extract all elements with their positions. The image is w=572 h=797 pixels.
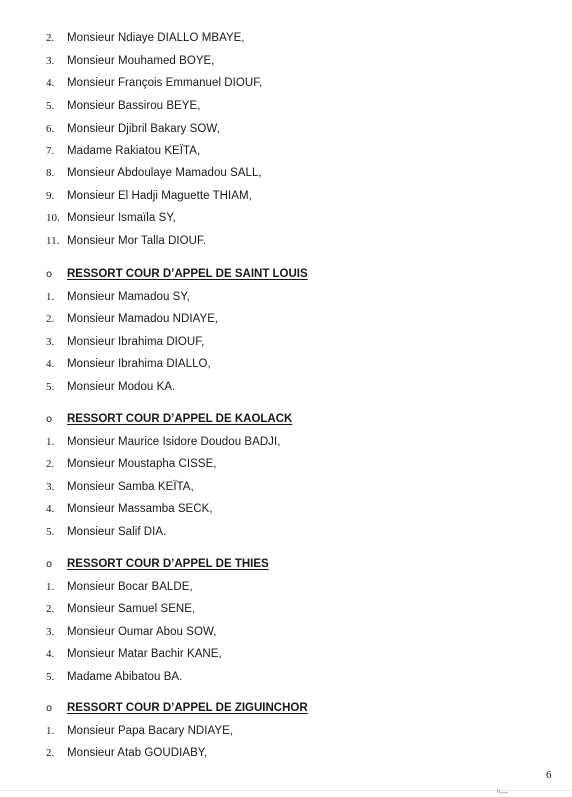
item-number: 1. <box>46 581 55 593</box>
bullet-icon: o <box>46 703 53 714</box>
list-item <box>46 523 166 541</box>
list-item <box>46 29 245 47</box>
page-number: 6 <box>546 769 552 781</box>
list-item <box>46 668 182 686</box>
list-item <box>46 744 207 762</box>
person-name: Monsieur Samba KEÏTA, <box>67 481 194 493</box>
list-item <box>46 433 280 451</box>
item-number: 2. <box>46 603 55 615</box>
list-item <box>46 600 195 618</box>
person-name: Monsieur Mamadou SY, <box>67 291 190 303</box>
person-name: Madame Abibatou BA. <box>67 671 183 683</box>
item-number: 3. <box>46 481 55 493</box>
item-number: 3. <box>46 55 55 67</box>
item-number: 1. <box>46 725 55 737</box>
person-name: Monsieur Ibrahima DIOUF, <box>67 336 205 348</box>
section-heading <box>46 410 292 428</box>
list-item <box>46 97 200 115</box>
person-name: Monsieur Maurice Isidore Doudou BADJI, <box>67 436 281 448</box>
item-number: 9. <box>46 190 55 202</box>
section-title: RESSORT COUR D’APPEL DE KAOLACK <box>67 413 293 425</box>
list-item <box>46 120 220 138</box>
list-item <box>46 52 215 70</box>
section-title: RESSORT COUR D’APPEL DE SAINT LOUIS <box>67 268 308 280</box>
list-item <box>46 378 175 396</box>
item-number: 7. <box>46 145 55 157</box>
item-number: 10. <box>46 212 60 224</box>
person-name: Monsieur Matar Bachir KANE, <box>67 648 222 660</box>
person-name: Monsieur Djibril Bakary SOW, <box>67 123 220 135</box>
item-number: 5. <box>46 381 55 393</box>
list-item <box>46 164 262 182</box>
person-name: Monsieur Bassirou BEYE, <box>67 100 201 112</box>
item-number: 2. <box>46 32 55 44</box>
list-item <box>46 288 190 306</box>
item-number: 5. <box>46 100 55 112</box>
item-number: 4. <box>46 358 55 370</box>
bullet-icon: o <box>46 269 53 280</box>
item-number: 4. <box>46 503 55 515</box>
list-item <box>46 232 206 250</box>
person-name: Monsieur Salif DIA. <box>67 526 167 538</box>
list-item <box>46 142 200 160</box>
person-name: Madame Rakiatou KEÏTA, <box>67 145 201 157</box>
person-name: Monsieur Papa Bacary NDIAYE, <box>67 725 234 737</box>
item-number: 3. <box>46 336 55 348</box>
section-title: RESSORT COUR D’APPEL DE ZIGUINCHOR <box>67 702 308 714</box>
list-item <box>46 623 216 641</box>
list-item <box>46 310 218 328</box>
scan-edge-divider <box>0 790 572 791</box>
person-name: Monsieur Moustapha CISSE, <box>67 458 217 470</box>
list-item <box>46 578 193 596</box>
list-item <box>46 455 217 473</box>
item-number: 3. <box>46 626 55 638</box>
person-name: Monsieur Mor Talla DIOUF. <box>67 235 207 247</box>
person-name: Monsieur Modou KA. <box>67 381 176 393</box>
section-title: RESSORT COUR D’APPEL DE THIES <box>67 558 269 570</box>
item-number: 4. <box>46 648 55 660</box>
item-number: 6. <box>46 123 55 135</box>
person-name: Monsieur El Hadji Maguette THIAM, <box>67 190 252 202</box>
list-item <box>46 187 252 205</box>
person-name: Monsieur François Emmanuel DIOUF, <box>67 77 263 89</box>
person-name: Monsieur Mamadou NDIAYE, <box>67 313 219 325</box>
item-number: 5. <box>46 526 55 538</box>
person-name: Monsieur Bocar BALDE, <box>67 581 193 593</box>
list-item <box>46 333 204 351</box>
person-name: Monsieur Ibrahima DIALLO, <box>67 358 211 370</box>
person-name: Monsieur Mouhamed BOYE, <box>67 55 215 67</box>
section-heading <box>46 555 269 573</box>
section-heading <box>46 265 308 283</box>
person-name: Monsieur Samuel SENE, <box>67 603 196 615</box>
person-name: Monsieur Atab GOUDIABY, <box>67 747 208 759</box>
person-name: Monsieur Abdoulaye Mamadou SALL, <box>67 167 262 179</box>
person-name: Monsieur Ndiaye DIALLO MBAYE, <box>67 32 245 44</box>
item-number: 1. <box>46 291 55 303</box>
list-item <box>46 500 213 518</box>
item-number: 4. <box>46 77 55 89</box>
list-item <box>46 74 262 92</box>
list-item <box>46 478 194 496</box>
list-item <box>46 722 233 740</box>
item-number: 2. <box>46 313 55 325</box>
section-heading <box>46 699 308 717</box>
item-number: 2. <box>46 747 55 759</box>
list-item <box>46 209 176 227</box>
scan-mark: ʰ— <box>497 788 509 797</box>
item-number: 5. <box>46 671 55 683</box>
person-name: Monsieur Oumar Abou SOW, <box>67 626 217 638</box>
list-item <box>46 355 211 373</box>
item-number: 1. <box>46 436 55 448</box>
bullet-icon: o <box>46 414 53 425</box>
bullet-icon: o <box>46 559 53 570</box>
item-number: 8. <box>46 167 55 179</box>
person-name: Monsieur Ismaïla SY, <box>67 212 176 224</box>
item-number: 11. <box>46 235 60 247</box>
list-item <box>46 645 222 663</box>
item-number: 2. <box>46 458 55 470</box>
person-name: Monsieur Massamba SECK, <box>67 503 213 515</box>
